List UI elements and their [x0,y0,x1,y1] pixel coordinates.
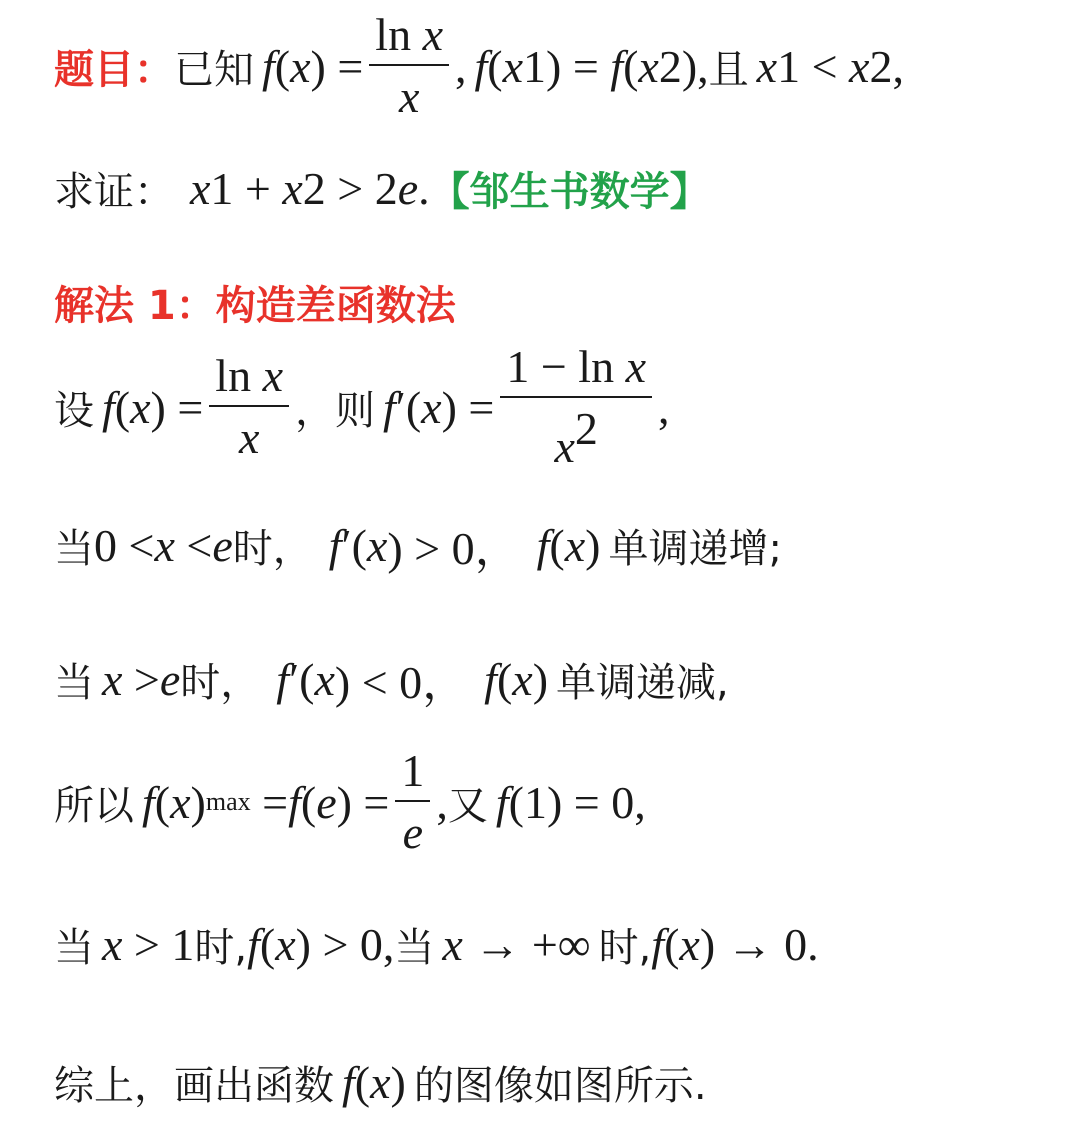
max-line: 所以 f ( x ) max = f ( e ) = $\frac{1}{e}$ , 又 f (1) = 0, [54,745,646,858]
then-text: ，则 [295,387,375,434]
problem-label: 题目： [54,46,174,93]
summary-line: 综上，画出函数 f ( x ) 的图像如图所示. [54,1054,1060,1111]
summary-text-a: 综上，画出函数 [54,1063,334,1109]
suoyi-text: 所以 [54,782,134,829]
increasing-text: 单调递增; [608,525,782,572]
limit-line: 当 x > 1 时, f ( x ) > 0, 当 x → +∞ 时, f ( x ) → 0. [54,916,1060,973]
given-text: 已知 [174,46,254,93]
derivative-line: 设 f ( x ) = $\frac{\text{ln x}}{x}$ ，则 f ′( x ) = $\frac{\text{1 − ln x}}{x^2}$ , [54,341,670,472]
shi-text-3: 时, [194,925,248,971]
fraction-one-over-e: $\frac{1}{e}$ [395,748,430,856]
method-title-line [54,274,1060,331]
let-text: 设 [54,387,94,434]
cond-text: 且 [708,46,749,93]
shi-text-2: 时， [180,659,261,706]
prove-label: 求证： [54,169,174,215]
when-text-1: 当 [54,525,94,572]
shi-text-1: 时， [232,525,313,572]
brand-label: 【邹生书数学】 [429,169,710,215]
you-text: 又 [447,782,488,829]
shi-text-4: 时, [598,925,652,971]
decreasing-line: 当 x > e 时， f ′( x ) < 0， f ( x ) 单调递减, [54,646,1060,712]
method-title: 解法 1：构造差函数法 [54,283,456,329]
when-text-4: 当 [394,925,435,971]
fraction-lnx-over-x-2: $\frac{\text{ln x}}{x}$ [209,353,289,461]
when-text-3: 当 [54,925,94,971]
problem-line: 题目： 已知 f ( x ) = $\frac{\text{ln x}}{x}$ , f ( x 1 ) = f ( x 2 ), 且 x 1 < x 2 , [54,9,904,122]
decreasing-text: 单调递减, [556,659,729,706]
prove-line: 求证： x 1 + x 2 > 2 e . 【邹生书数学】 [54,160,1060,217]
summary-text-b: 的图像如图所示. [413,1063,707,1109]
increasing-line: 当 0 < x < e 时， f ′( x ) > 0， f ( x ) 单调递增; [54,512,1060,578]
fraction-lnx-over-x: $\frac{\text{ln x}}{x}$ [369,12,449,120]
when-text-2: 当 [54,659,94,706]
fraction-derivative: $\frac{\text{1 − ln x}}{x^2}$ [500,344,652,470]
